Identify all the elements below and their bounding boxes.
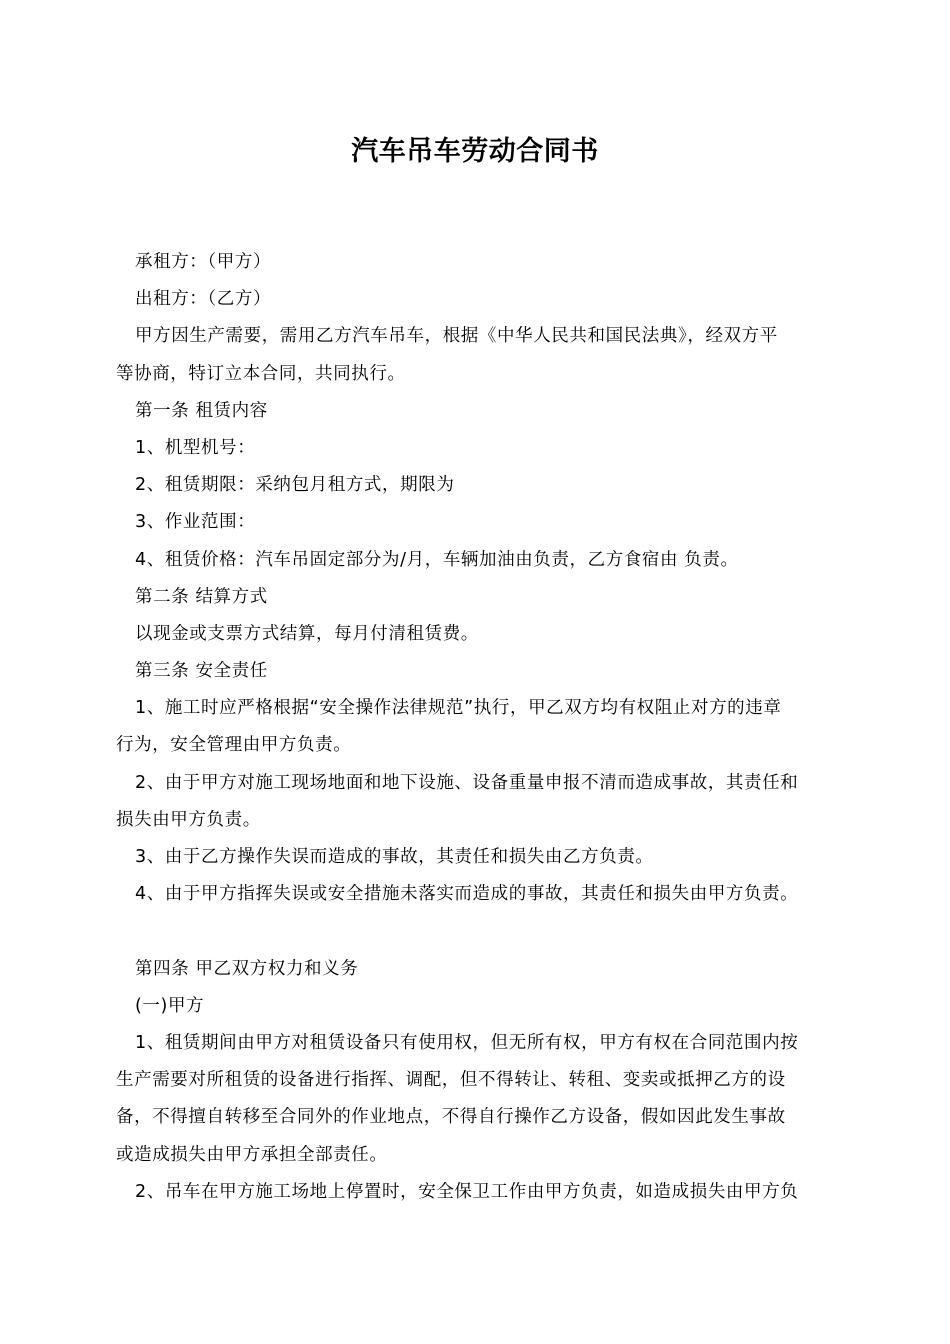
article-1-item-4: 4、租赁价格：汽车吊固定部分为/月，车辆加油由负责，乙方食宿由 负责。 xyxy=(135,549,739,570)
article-4-item-1-line-1: 1、租赁期间由甲方对租赁设备只有使用权，但无所有权，甲方有权在合同范围内按 xyxy=(135,1032,799,1053)
preamble-line-1: 甲方因生产需要，需用乙方汽车吊车，根据《中华人民共和国民法典》，经双方平 xyxy=(135,326,778,347)
article-4-item-2-line-1: 2、吊车在甲方施工场地上停置时，安全保卫工作由甲方负责，如造成损失由甲方负 xyxy=(135,1181,799,1202)
article-2-text: 以现金或支票方式结算，每月付清租赁费。 xyxy=(135,623,479,644)
preamble-line-2: 等协商，特订立本合同，共同执行。 xyxy=(116,363,406,384)
document-body xyxy=(116,244,840,1211)
article-1-item-1: 1、机型机号： xyxy=(135,437,256,458)
party-b-line: 出租方：（乙方） xyxy=(135,289,272,310)
article-4-item-1-line-2: 生产需要对所租赁的设备进行指挥、调配，但不得转让、转租、变卖或抵押乙方的设 xyxy=(116,1070,786,1091)
article-4-item-1-line-3: 备，不得擅自转移至合同外的作业地点，不得自行操作乙方设备，假如因此发生事故 xyxy=(116,1107,786,1128)
article-4-section-a: (一)甲方 xyxy=(135,995,205,1016)
article-1-item-2: 2、租赁期限：采纳包月租方式，期限为 xyxy=(135,475,455,496)
article-2-heading: 第二条 结算方式 xyxy=(135,586,268,607)
article-3-item-2-line-1: 2、由于甲方对施工现场地面和地下设施、设备重量申报不清而造成事故，其责任和 xyxy=(135,772,799,793)
article-1-item-3: 3、作业范围： xyxy=(135,512,256,533)
article-4-item-1-line-4: 或造成损失由甲方承担全部责任。 xyxy=(116,1144,388,1165)
article-1-heading: 第一条 租赁内容 xyxy=(135,400,268,421)
article-3-item-4: 4、由于甲方指挥失误或安全措施未落实而造成的事故，其责任和损失由甲方负责。 xyxy=(135,884,799,905)
article-3-item-1-line-1: 1、施工时应严格根据“安全操作法律规范”执行，甲乙双方均有权阻止对方的违章 xyxy=(135,698,782,719)
party-a-line: 承租方：（甲方） xyxy=(135,252,272,272)
article-3-item-1-line-2: 行为，安全管理由甲方负责。 xyxy=(116,735,352,756)
document-title: 汽车吊车劳动合同书 xyxy=(351,136,599,167)
article-3-item-3: 3、由于乙方操作失误而造成的事故，其责任和损失由乙方负责。 xyxy=(135,847,654,867)
blank-line xyxy=(116,913,840,950)
article-3-item-2-line-2: 损失由甲方负责。 xyxy=(116,809,261,830)
article-3-heading: 第三条 安全责任 xyxy=(135,661,268,682)
article-4-heading: 第四条 甲乙双方权力和义务 xyxy=(135,958,359,979)
